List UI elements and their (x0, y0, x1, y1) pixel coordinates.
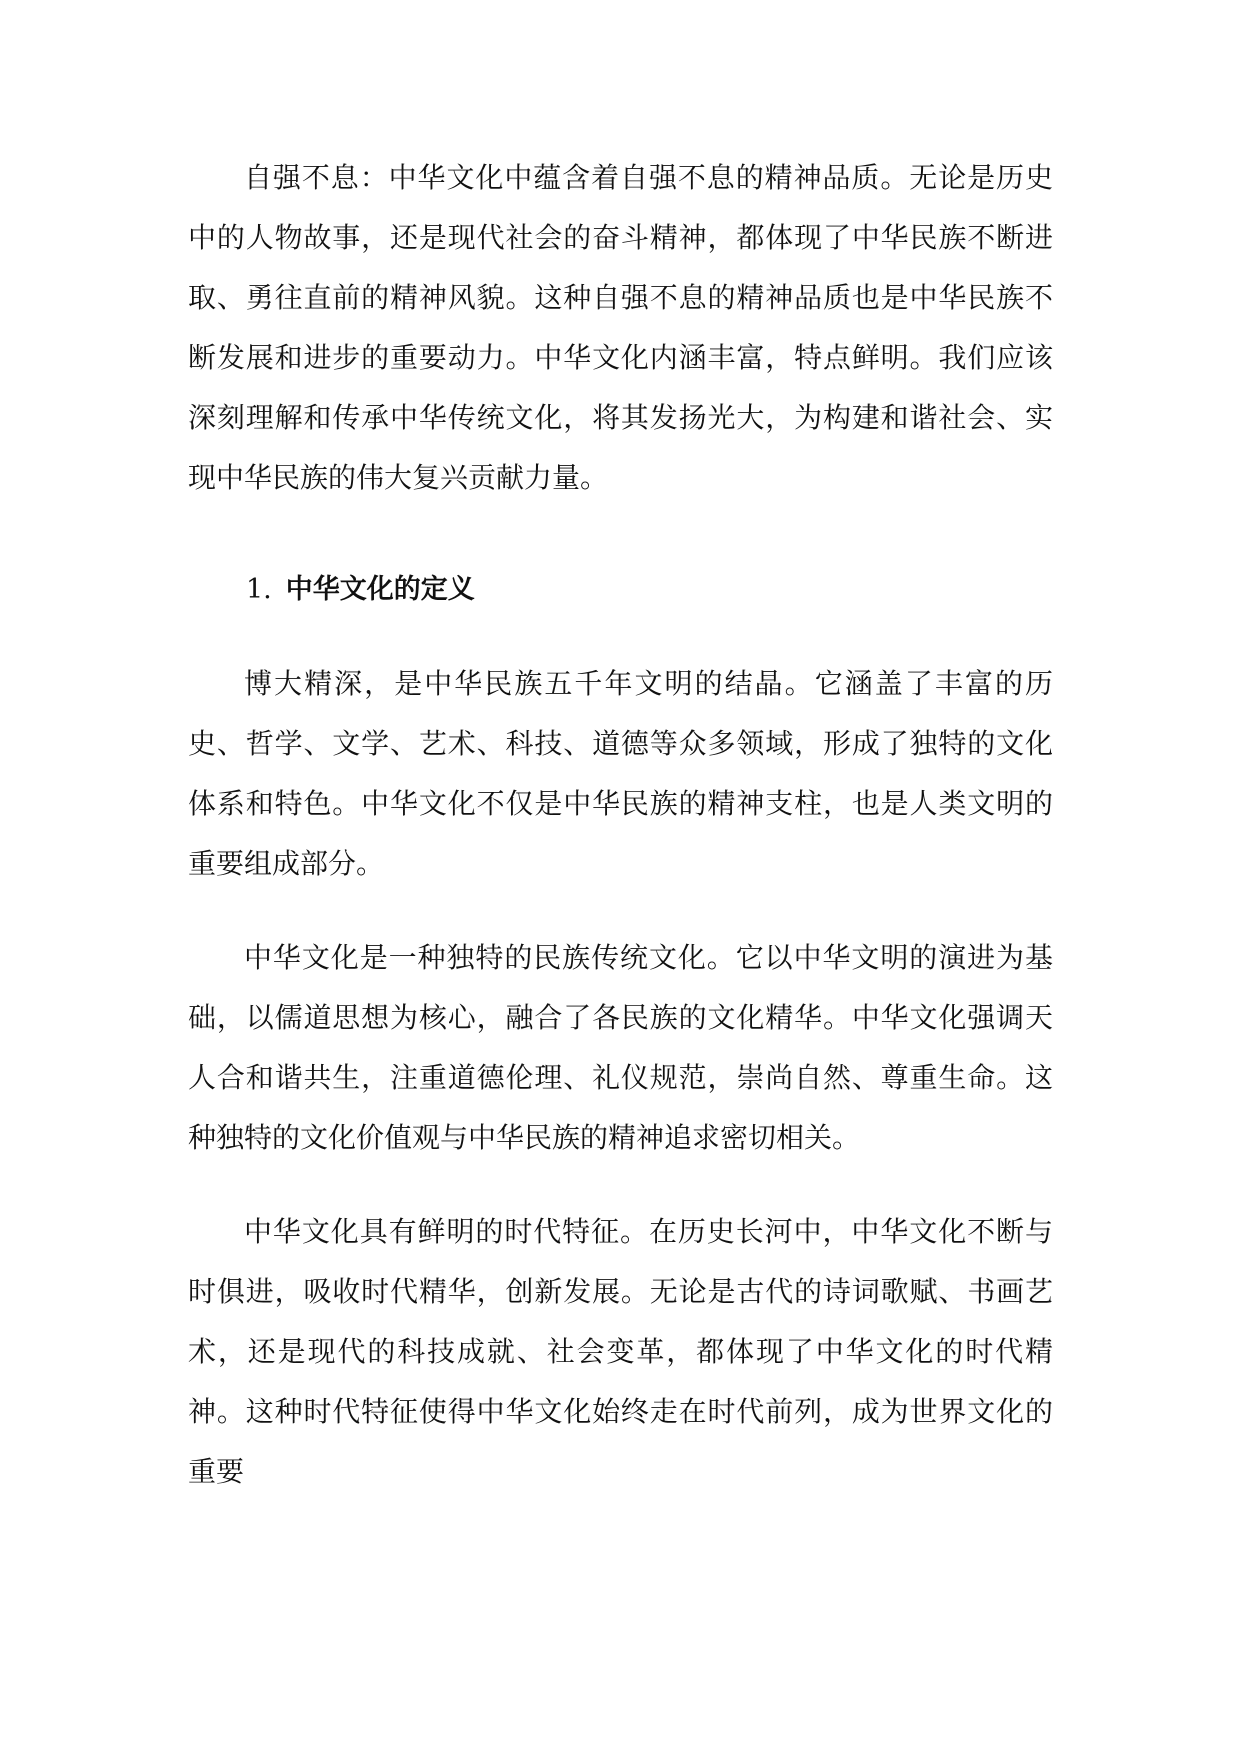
document-page (188, 148, 1053, 1536)
paragraph-tradition: 中华文化是一种独特的民族传统文化。它以中华文明的演进为基础，以儒道思想为核心，融合了各民族的文化精华。中华文化强调天人合和谐共生，注重道德伦理、礼仪规范，崇尚自然、尊重生命。这种独特的文化价值观与中华民族的精神追求密切相关。 (188, 941, 1053, 1154)
section-number: 1. (246, 574, 272, 605)
section-heading (188, 560, 1053, 620)
paragraph-self-improvement: 自强不息：中华文化中蕴含着自强不息的精神品质。无论是历史中的人物故事，还是现代社会的奋斗精神，都体现了中华民族不断进取、勇往直前的精神风貌。这种自强不息的精神品质也是中华民族不断发展和进步的重要动力。中华文化内涵丰富，特点鲜明。我们应该深刻理解和传承中华传统文化，将其发扬光大，为构建和谐社会、实现中华民族的伟大复兴贡献力量。 (188, 161, 1053, 494)
section-title: 中华文化的定义 (285, 574, 475, 605)
paragraph-definition: 博大精深，是中华民族五千年文明的结晶。它涵盖了丰富的历史、哲学、文学、艺术、科技、道德等众多领域，形成了独特的文化体系和特色。中华文化不仅是中华民族的精神支柱，也是人类文明的重要组成部分。 (188, 667, 1053, 880)
paragraph-era-features: 中华文化具有鲜明的时代特征。在历史长河中，中华文化不断与时俱进，吸收时代精华，创新发展。无论是古代的诗词歌赋、书画艺术，还是现代的科技成就、社会变革，都体现了中华文化的时代精神。这种时代特征使得中华文化始终走在时代前列，成为世界文化的重要 (188, 1215, 1053, 1488)
